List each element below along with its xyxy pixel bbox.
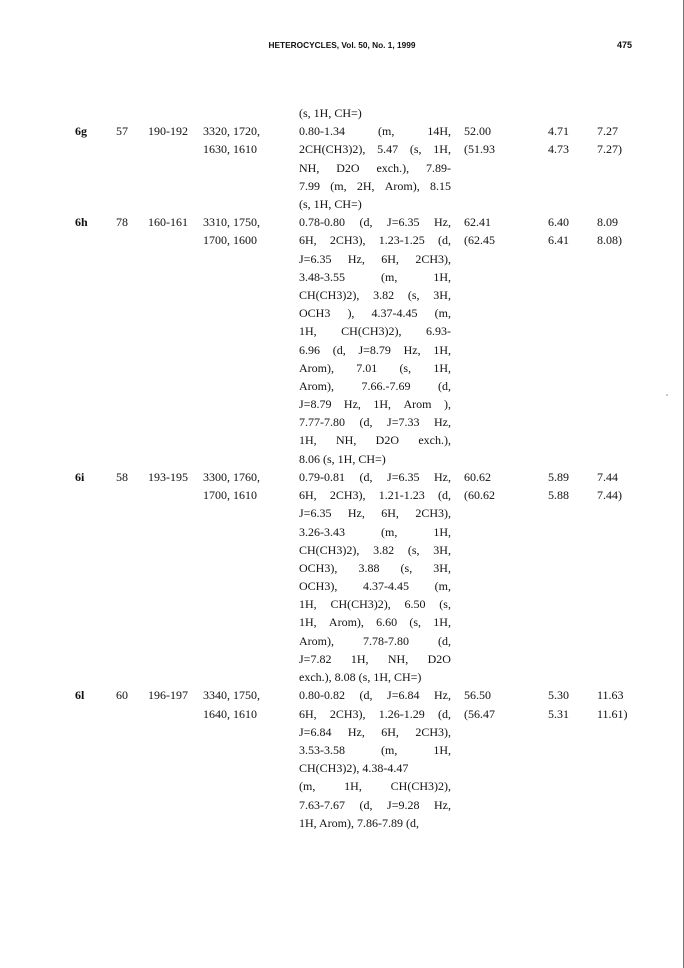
analysis-c-line: 62.41 xyxy=(464,215,491,230)
analysis-h-line: 4.73 xyxy=(548,142,569,157)
nmr-data-line: 7.63-7.67 (d, J=9.28 Hz, xyxy=(299,797,451,812)
nmr-data-line: exch.), 8.08 (s, 1H, CH=) xyxy=(299,670,422,685)
melting-point: 196-197 xyxy=(148,688,188,703)
nmr-data-line: J=8.79 Hz, 1H, Arom ), xyxy=(299,397,451,412)
nmr-data xyxy=(299,686,459,832)
nmr-data-line: (s, 1H, CH=) xyxy=(299,106,362,120)
analysis-n xyxy=(597,468,622,504)
ir-bands-line: 3300, 1760, xyxy=(203,469,260,484)
nmr-data-line: 6H, 2CH3), 1.23-1.25 (d, xyxy=(299,233,451,248)
nmr-data-line: 6.96 (d, J=8.79 Hz, 1H, xyxy=(299,342,451,357)
compound-number: 6h xyxy=(75,215,88,230)
nmr-data-line: J=7.82 1H, NH, D2O xyxy=(299,651,451,666)
nmr-data-line: 0.80-1.34 (m, 14H, xyxy=(299,124,451,139)
compound-number: 6g xyxy=(75,124,87,139)
nmr-data-line: CH(CH3)2), 3.82 (s, 3H, xyxy=(299,287,451,302)
nmr-data-line: (s, 1H, CH=) xyxy=(299,196,362,211)
analysis-c-line: (56.47 xyxy=(464,706,495,721)
ir-bands xyxy=(203,468,260,504)
analysis-h xyxy=(548,686,569,722)
table-row xyxy=(0,122,684,213)
nmr-data-line: 7.77-7.80 (d, J=7.33 Hz, xyxy=(299,415,451,430)
ir-bands-line: 1700, 1600 xyxy=(203,233,257,248)
nmr-data-line: Arom), 7.01 (s, 1H, xyxy=(299,360,451,375)
nmr-data-line: 8.06 (s, 1H, CH=) xyxy=(299,451,386,466)
analysis-c-line: 60.62 xyxy=(464,469,491,484)
analysis-n xyxy=(597,122,622,158)
analysis-c xyxy=(464,213,495,249)
nmr-data-line: 1H, Arom), 7.86-7.89 (d, xyxy=(299,815,419,830)
analysis-h-line: 4.71 xyxy=(548,124,569,139)
nmr-data-line: 7.99 (m, 2H, Arom), 8.15 xyxy=(299,178,451,193)
nmr-data-line: 3.26-3.43 (m, 1H, xyxy=(299,524,451,539)
table-row xyxy=(0,213,684,468)
ir-bands-line: 1630, 1610 xyxy=(203,142,257,157)
nmr-data-line: 3.48-3.55 (m, 1H, xyxy=(299,269,451,284)
nmr-data-line: 1H, Arom), 6.60 (s, 1H, xyxy=(299,615,451,630)
analysis-c-line: (60.62 xyxy=(464,488,495,503)
nmr-data-line: 1H, CH(CH3)2), 6.50 (s, xyxy=(299,597,451,612)
nmr-data-line: OCH3), 3.88 (s, 3H, xyxy=(299,560,451,575)
scan-speck xyxy=(666,394,668,396)
analysis-c-line: (62.45 xyxy=(464,233,495,248)
analysis-n-line: 8.09 xyxy=(597,215,618,230)
ir-bands-line: 3320, 1720, xyxy=(203,124,260,139)
compound-data-table xyxy=(0,104,684,832)
page-number: 475 xyxy=(616,40,632,50)
analysis-c xyxy=(464,468,495,504)
nmr-data-line: 1H, CH(CH3)2), 6.93- xyxy=(299,324,451,339)
table-row xyxy=(0,104,684,122)
nmr-data xyxy=(299,468,459,686)
ir-bands xyxy=(203,213,260,249)
yield-value: 78 xyxy=(116,215,128,230)
analysis-h-line: 5.88 xyxy=(548,488,569,503)
nmr-data-line: 2CH(CH3)2), 5.47 (s, 1H, xyxy=(299,142,451,157)
analysis-n-line: 7.44) xyxy=(597,488,622,503)
compound-number: 6l xyxy=(75,688,85,703)
analysis-h xyxy=(548,468,569,504)
compound-number: 6i xyxy=(75,469,85,484)
yield-value: 60 xyxy=(116,688,128,703)
nmr-data-line: Arom), 7.66.-7.69 (d, xyxy=(299,378,451,393)
nmr-data-line: CH(CH3)2), 3.82 (s, 3H, xyxy=(299,542,451,557)
analysis-n-line: 7.44 xyxy=(597,469,618,484)
table-row xyxy=(0,468,684,686)
analysis-c xyxy=(464,122,495,158)
yield-value: 57 xyxy=(116,124,128,139)
nmr-data-line: 1H, NH, D2O exch.), xyxy=(299,433,451,448)
nmr-data-line: 6H, 2CH3), 1.21-1.23 (d, xyxy=(299,488,451,503)
analysis-h-line: 5.30 xyxy=(548,688,569,703)
melting-point: 193-195 xyxy=(148,469,188,484)
nmr-data-line: OCH3), 4.37-4.45 (m, xyxy=(299,579,451,594)
analysis-n xyxy=(597,213,622,249)
analysis-n-line: 7.27 xyxy=(597,124,618,139)
nmr-data-line: 0.79-0.81 (d, J=6.35 Hz, xyxy=(299,469,451,484)
nmr-data-line: 6H, 2CH3), 1.26-1.29 (d, xyxy=(299,706,451,721)
ir-bands xyxy=(203,122,260,158)
nmr-data-line: (m, 1H, CH(CH3)2), xyxy=(299,779,451,794)
analysis-n-line: 8.08) xyxy=(597,233,622,248)
nmr-data-line: NH, D2O exch.), 7.89- xyxy=(299,160,451,175)
nmr-data-line: Arom), 7.78-7.80 (d, xyxy=(299,633,451,648)
journal-citation: HETEROCYCLES, Vol. 50, No. 1, 1999 xyxy=(268,40,416,50)
analysis-h-line: 6.41 xyxy=(548,233,569,248)
melting-point: 190-192 xyxy=(148,124,188,139)
analysis-c-line: 52.00 xyxy=(464,124,491,139)
nmr-data-line: J=6.35 Hz, 6H, 2CH3), xyxy=(299,506,451,521)
analysis-h xyxy=(548,213,569,249)
analysis-h-line: 5.89 xyxy=(548,469,569,484)
nmr-data-line: OCH3 ), 4.37-4.45 (m, xyxy=(299,306,451,321)
table-row xyxy=(0,686,684,832)
nmr-data-line: J=6.35 Hz, 6H, 2CH3), xyxy=(299,251,451,266)
nmr-data xyxy=(299,213,459,468)
nmr-data-line: 0.78-0.80 (d, J=6.35 Hz, xyxy=(299,215,451,230)
nmr-data xyxy=(299,122,459,213)
analysis-h-line: 5.31 xyxy=(548,706,569,721)
analysis-c-line: 56.50 xyxy=(464,688,491,703)
yield-value: 58 xyxy=(116,469,128,484)
running-header xyxy=(0,40,684,56)
analysis-h-line: 6.40 xyxy=(548,215,569,230)
ir-bands-line: 1640, 1610 xyxy=(203,706,257,721)
analysis-n-line: 11.63 xyxy=(597,688,624,703)
ir-bands-line: 3340, 1750, xyxy=(203,688,260,703)
analysis-n-line: 11.61) xyxy=(597,706,628,721)
analysis-c xyxy=(464,686,495,722)
ir-bands-line: 1700, 1610 xyxy=(203,488,257,503)
analysis-n xyxy=(597,686,628,722)
melting-point: 160-161 xyxy=(148,215,188,230)
nmr-data xyxy=(299,104,459,122)
nmr-data-line: J=6.84 Hz, 6H, 2CH3), xyxy=(299,724,451,739)
ir-bands xyxy=(203,686,260,722)
ir-bands-line: 3310, 1750, xyxy=(203,215,260,230)
analysis-n-line: 7.27) xyxy=(597,142,622,157)
nmr-data-line: 3.53-3.58 (m, 1H, xyxy=(299,742,451,757)
nmr-data-line: CH(CH3)2), 4.38-4.47 xyxy=(299,761,409,776)
analysis-h xyxy=(548,122,569,158)
nmr-data-line: 0.80-0.82 (d, J=6.84 Hz, xyxy=(299,688,451,703)
analysis-c-line: (51.93 xyxy=(464,142,495,157)
